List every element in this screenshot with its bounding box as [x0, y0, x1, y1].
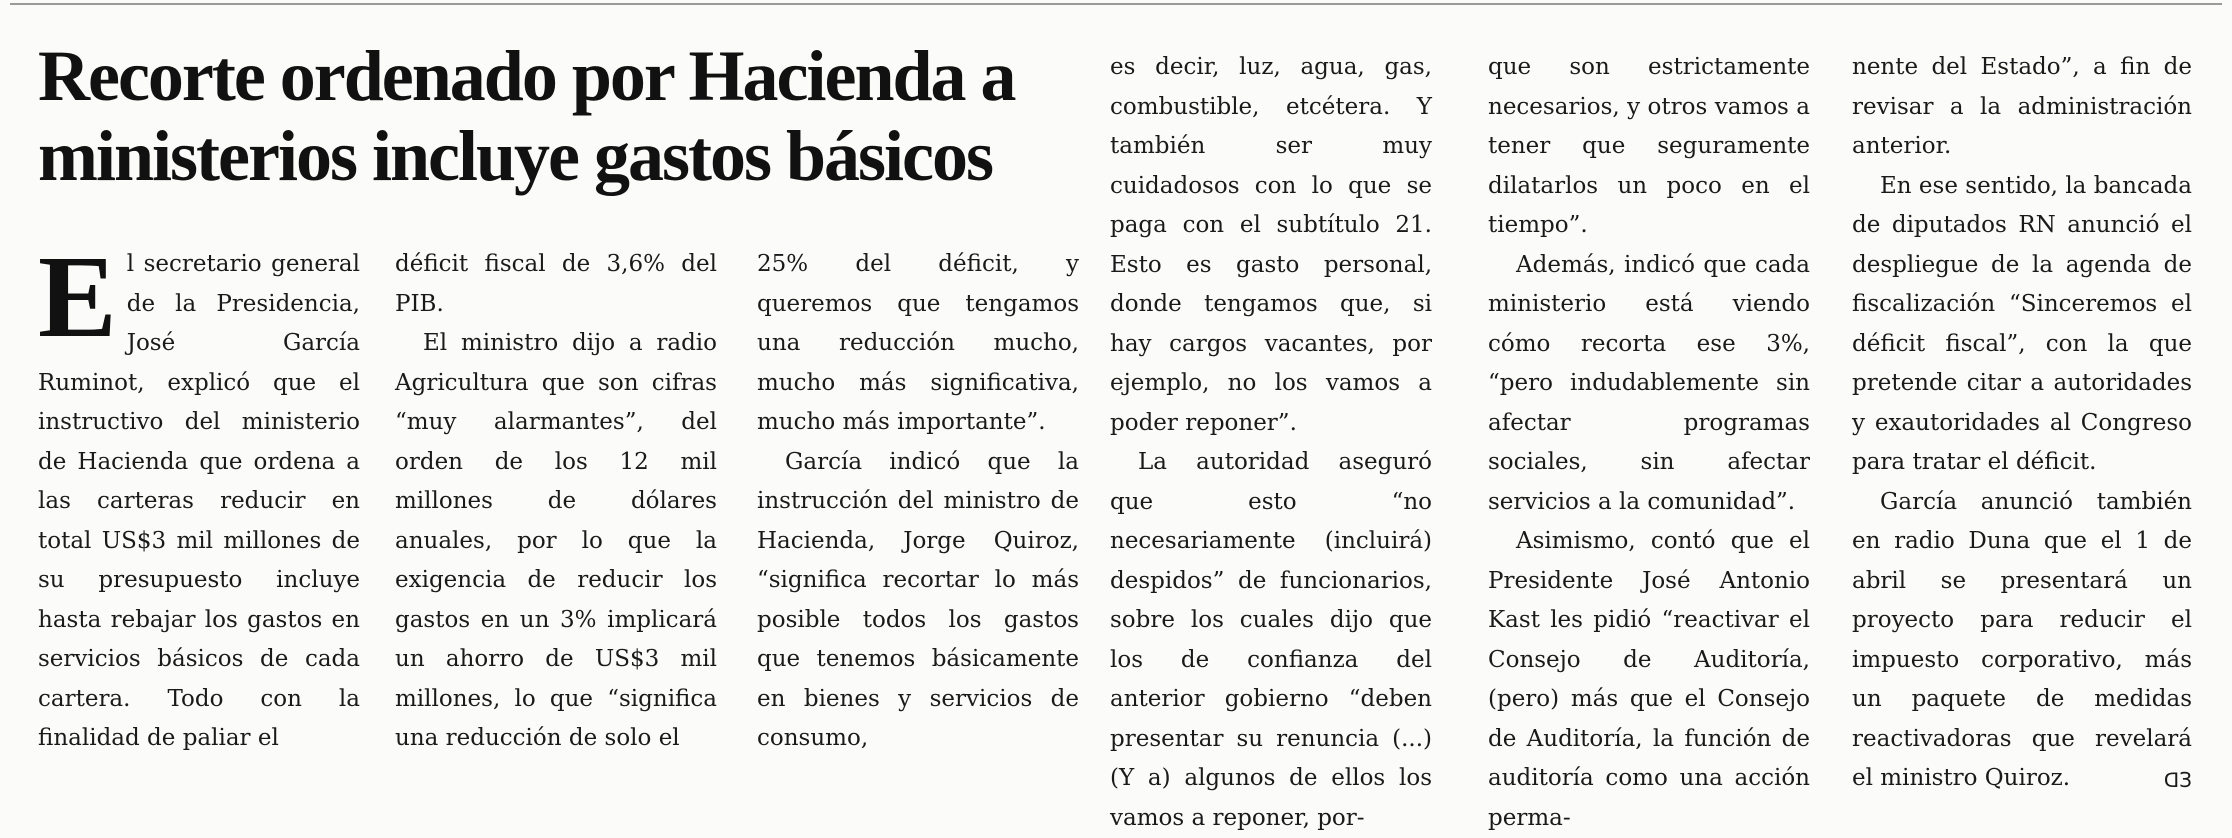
- paragraph-1: [38, 231, 360, 759]
- top-rule: [10, 3, 2222, 5]
- end-mark-icon: ᗡЗ: [2163, 768, 2192, 792]
- paragraph-6-continued: nente del Estado”, a fin de revisar a la administración anterior.: [1852, 54, 2192, 159]
- paragraph-5: Además, indicó que cada ministerio está viendo cómo recorta ese 3%, “pero indudablemente sin afectar programas sociales, sin afectar servicios a la comunidad”.: [1488, 251, 1810, 515]
- paragraph-1-continued: déficit fiscal de 3,6% del PIB.: [395, 251, 717, 317]
- drop-cap: E: [38, 231, 117, 362]
- article-column-6: [1852, 48, 2192, 801]
- paragraph-1-text: l secretario general de la Presidencia, José García Ruminot, explicó que el instructivo del ministerio de Hacienda que ordena a las carteras reducir en total US$3 mil millones de su presupuesto incluye hasta rebajar los gastos en servicios básicos de cada cartera. Todo con la finalidad de paliar el: [38, 251, 360, 751]
- headline: [38, 36, 1098, 196]
- paragraph-4: La autoridad aseguró que esto “no necesariamente (incluirá) despidos” de funcionarios, sobre los cuales dijo que los de confianza del anterior gobierno “deben presentar su renuncia (...) (Y a) algunos de ellos los vamos a reponer, por-: [1110, 449, 1432, 831]
- headline-line-1: Recorte ordenado por Hacienda a: [38, 36, 1015, 116]
- article-column-5: [1488, 48, 1810, 838]
- headline-line-2: ministerios incluye gastos básicos: [38, 116, 993, 196]
- article-column-2: [395, 245, 717, 759]
- article-column-4: [1110, 48, 1432, 838]
- paragraph-2: El ministro dijo a radio Agricultura que son cifras “muy alarmantes”, del orden de los 12 mil millones de dólares anuales, por lo que la exigencia de reducir los gastos en un 3% implicará un ahorro de US$3 mil millones, lo que “significa una reducción de solo el: [395, 330, 717, 751]
- paragraph-3: García indicó que la instrucción del ministro de Hacienda, Jorge Quiroz, “significa recortar lo más posible todos los gastos que tenemos básicamente en bienes y servicios de consumo,: [757, 448, 1079, 751]
- article-column-3: [757, 245, 1079, 759]
- paragraph-8: [1852, 483, 2192, 799]
- article-column-1: [38, 231, 360, 759]
- paragraph-6: Asimismo, contó que el Presidente José Antonio Kast les pidió “reactivar el Consejo de Auditoría, (pero) más que el Consejo de Auditoría, la función de auditoría como una acción perma-: [1488, 528, 1810, 831]
- paragraph-4-continued: que son estrictamente necesarios, y otros vamos a tener que seguramente dilatarlos un poco en el tiempo”.: [1488, 54, 1810, 238]
- paragraph-2-continued: 25% del déficit, y queremos que tengamos una reducción mucho, mucho más significativa, mucho más importante”.: [757, 251, 1079, 435]
- paragraph-8-text: García anunció también en radio Duna que el 1 de abril se presentará un proyecto para reducir el impuesto corporativo, más un paquete de medidas reactivadoras que revelará el ministro Quiroz.: [1852, 488, 2192, 791]
- paragraph-7: En ese sentido, la bancada de diputados RN anunció el despliegue de la agenda de fiscalización “Sinceremos el déficit fiscal”, con la que pretende citar a autoridades y exautoridades al Congreso para tratar el déficit.: [1852, 172, 2192, 475]
- paragraph-3-continued: es decir, luz, agua, gas, combustible, etcétera. Y también ser muy cuidadosos con lo que se paga con el subtítulo 21. Esto es gasto personal, donde tengamos que, si hay cargos vacantes, por ejemplo, no los vamos a poder reponer”.: [1110, 54, 1432, 436]
